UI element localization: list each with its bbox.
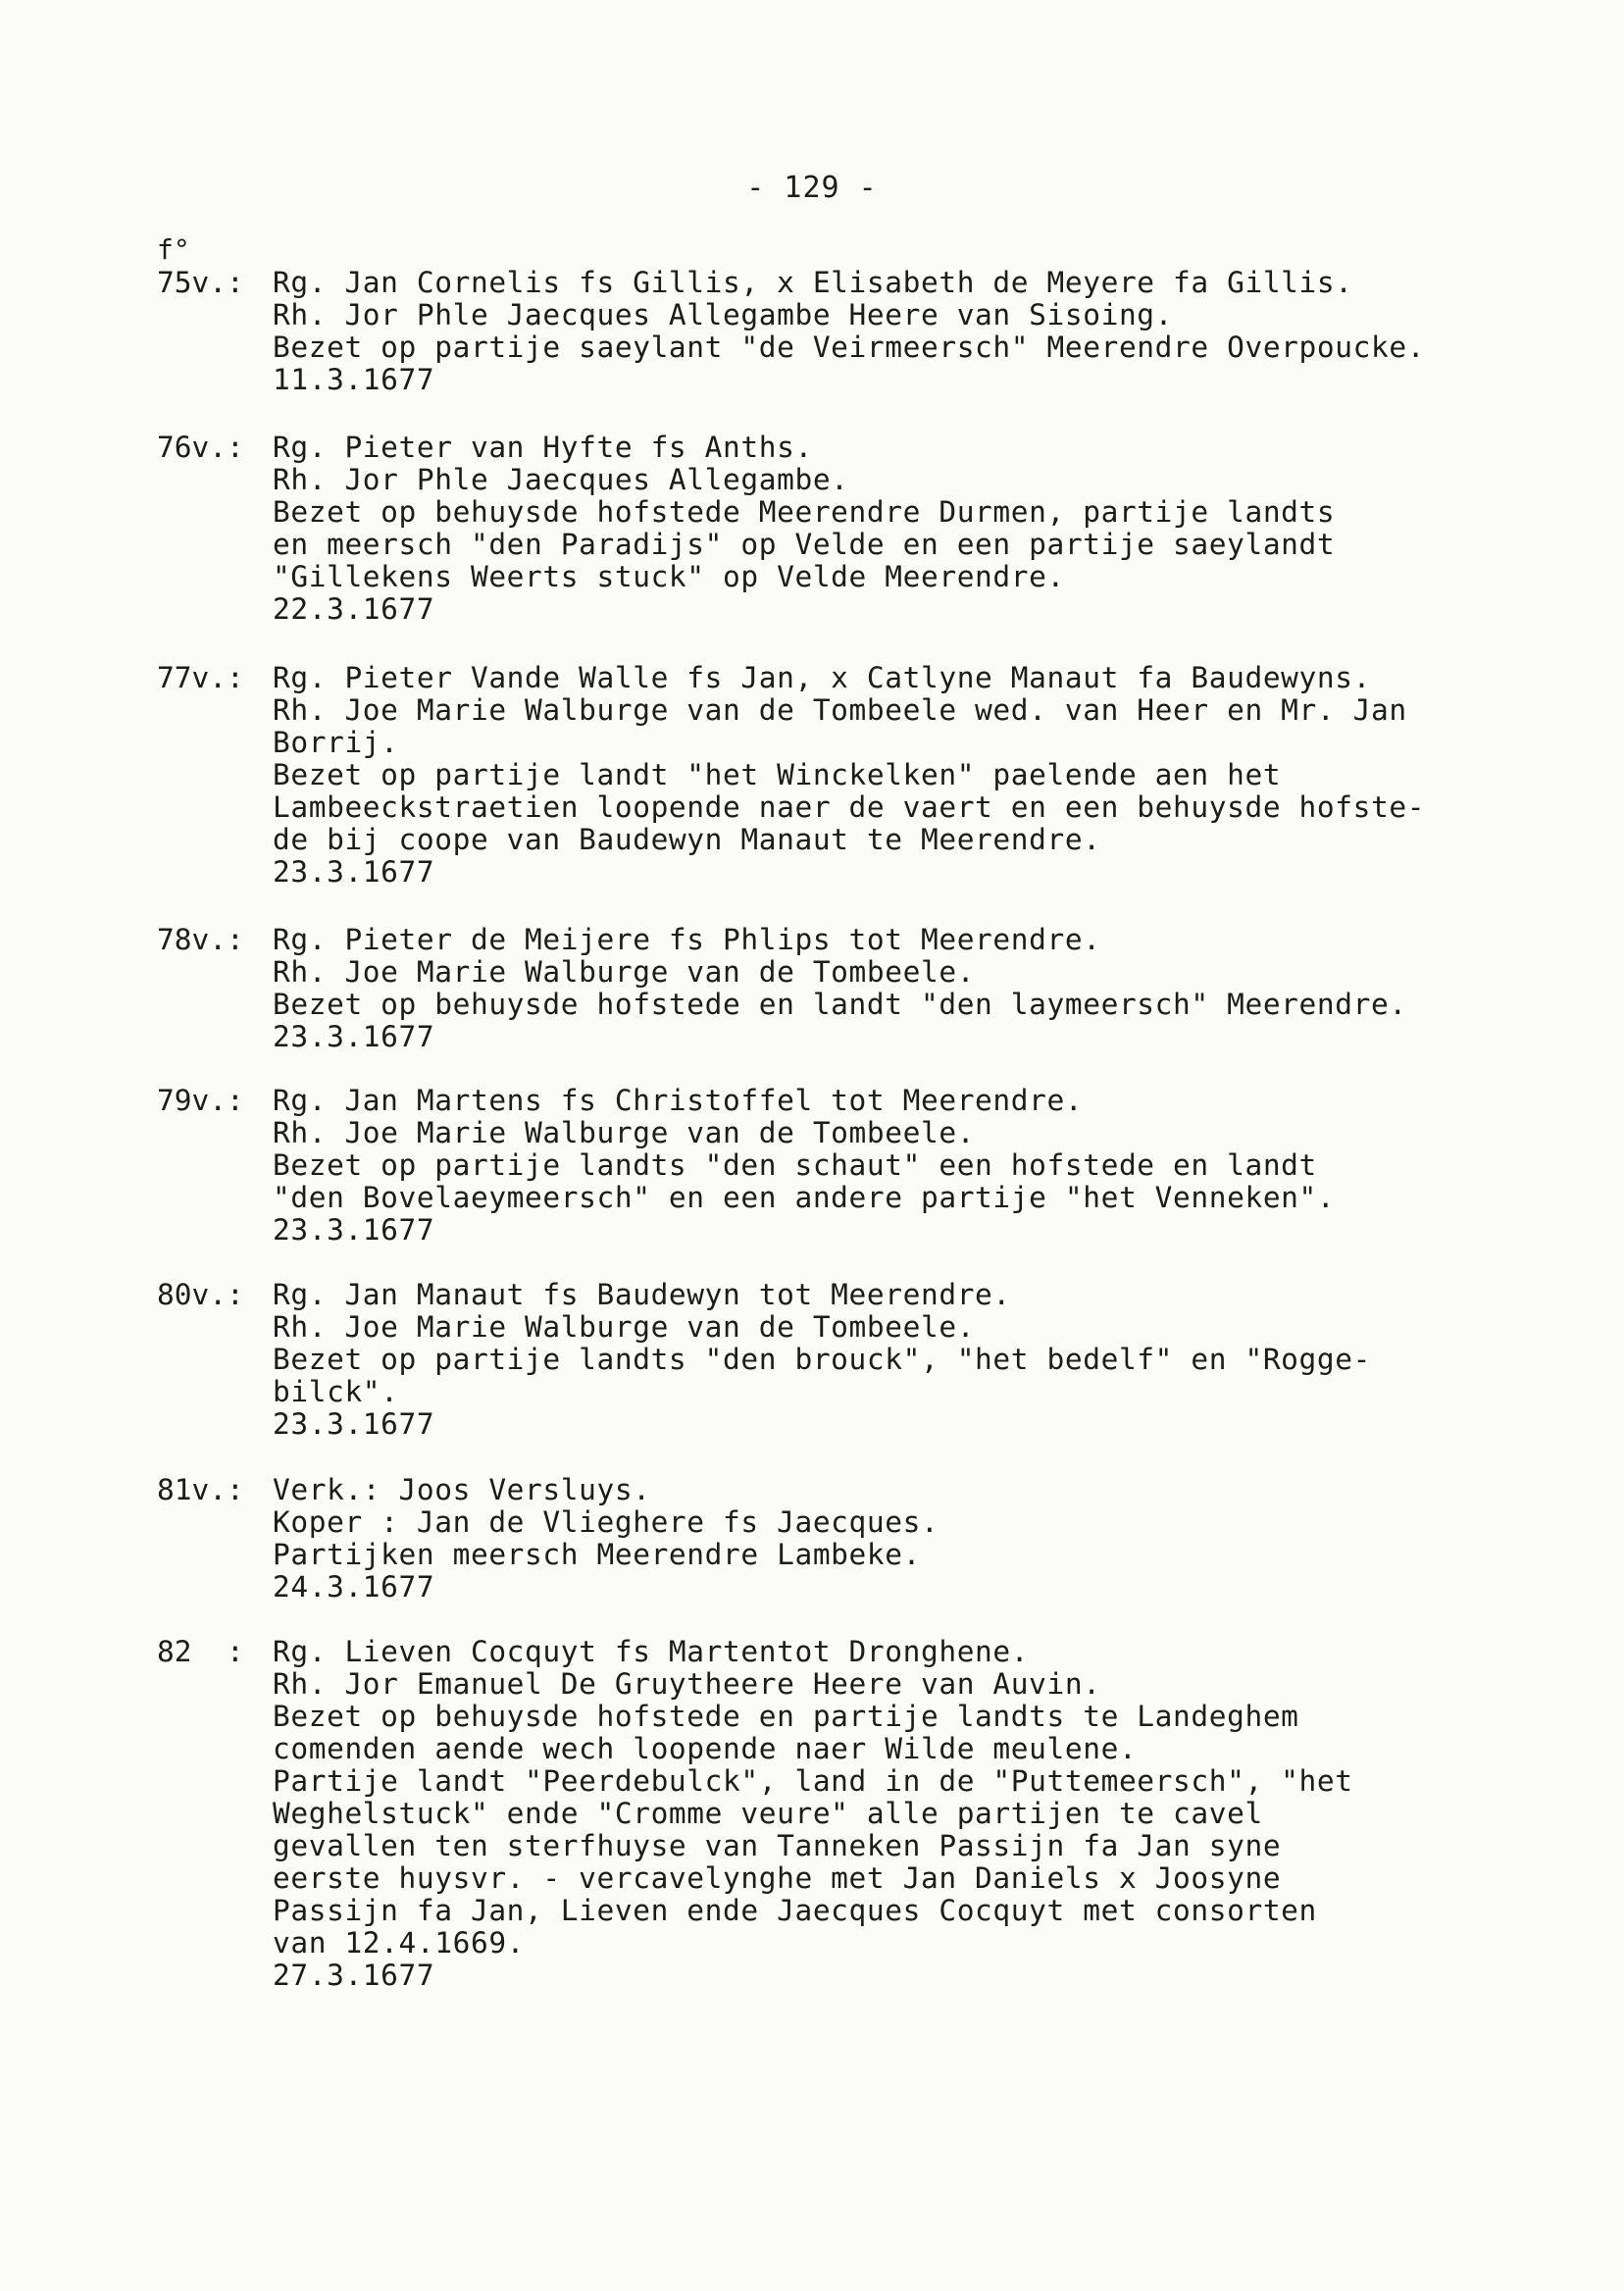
entry-line: Bezet op partije landts "den brouck", "het bedelf" en "Rogge- <box>273 1343 1371 1376</box>
entry-body <box>273 1085 1548 1247</box>
entry-line: Rh. Jor Emanuel De Gruytheere Heere van Auvin. <box>273 1667 1101 1701</box>
entry-line: Bezet op behuysde hofstede en partije landts te Landeghem <box>273 1700 1299 1733</box>
entry-folio: 82 : <box>157 1635 244 1668</box>
entry-line: van 12.4.1669. <box>273 1926 526 1960</box>
entry-line: en meersch "den Paradijs" op Velde en een partije saeylandt <box>273 528 1336 561</box>
entry-line: Bezet op behuysde hofstede Meerendre Durmen, partije landts <box>273 495 1336 529</box>
entry-line: Rg. Pieter de Meijere fs Phlips tot Meerendre. <box>273 923 1101 956</box>
entry-line: Partije landt "Peerdebulck", land in de "Puttemeersch", "het <box>273 1764 1353 1798</box>
entry-line: de bij coope van Baudewyn Manaut te Meerendre. <box>273 823 1101 856</box>
entry-date: 27.3.1677 <box>273 1959 435 1992</box>
entry-line: Rg. Jan Cornelis fs Gillis, x Elisabeth de Meyere fa Gillis. <box>273 266 1353 299</box>
entry-line: Bezet op partije landt "het Winckelken" paelende aen het <box>273 758 1282 791</box>
entry-line: Rh. Joe Marie Walburge van de Tombeele. <box>273 1116 976 1149</box>
entry-line: "den Bovelaeymeersch" en een andere partije "het Venneken". <box>273 1181 1336 1214</box>
entry-line: Bezet op partije saeylant "de Veirmeersch" Meerendre Overpoucke. <box>273 331 1426 364</box>
entry-line: Passijn fa Jan, Lieven ende Jaecques Cocquyt met consorten <box>273 1894 1317 1927</box>
entry-line: Bezet op partije landts "den schaut" een hofstede en landt <box>273 1148 1317 1182</box>
entry-line: Koper : Jan de Vlieghere fs Jaecques. <box>273 1505 939 1539</box>
entry-line: "Gillekens Weerts stuck" op Velde Meerendre. <box>273 560 1065 593</box>
entry-line: Rh. Joe Marie Walburge van de Tombeele. <box>273 1310 976 1344</box>
entry-folio: 77v.: <box>157 661 244 694</box>
entry-line: Rg. Lieven Cocquyt fs Martentot Dronghene. <box>273 1635 1030 1668</box>
entry-line: Rg. Jan Martens fs Christoffel tot Meerendre. <box>273 1084 1084 1117</box>
entry-line: Partijken meersch Meerendre Lambeke. <box>273 1538 921 1571</box>
entry-body <box>273 662 1548 889</box>
entry-date: 23.3.1677 <box>273 855 435 889</box>
entry-line: Rg. Jan Manaut fs Baudewyn tot Meerendre. <box>273 1278 1011 1311</box>
entry-date: 23.3.1677 <box>273 1020 435 1053</box>
entry-line: Verk.: Joos Versluys. <box>273 1473 651 1506</box>
entry-folio: 81v.: <box>157 1473 244 1506</box>
entry-folio: 79v.: <box>157 1084 244 1117</box>
entry-line: Bezet op behuysde hofstede en landt "den laymeersch" Meerendre. <box>273 988 1407 1021</box>
entry-date: 23.3.1677 <box>273 1407 435 1441</box>
entry-folio: 80v.: <box>157 1278 244 1311</box>
entry-body <box>273 1279 1548 1441</box>
entry-line: Weghelstuck" ende "Cromme veure" alle partijen te cavel <box>273 1797 1263 1830</box>
entry-line: comenden aende wech loopende naer Wilde meulene. <box>273 1732 1138 1765</box>
entry-line: Borrij. <box>273 726 399 759</box>
entry-folio: 76v.: <box>157 431 244 464</box>
entry-date: 23.3.1677 <box>273 1213 435 1247</box>
entry-line: Rh. Joe Marie Walburge van de Tombeele. <box>273 955 976 989</box>
entry-date: 22.3.1677 <box>273 592 435 626</box>
folio-label: f° <box>157 233 190 266</box>
entry-body <box>273 267 1548 396</box>
entry-line: Rh. Jor Phle Jaecques Allegambe Heere van Sisoing. <box>273 298 1174 331</box>
entry-folio: 78v.: <box>157 923 244 956</box>
entry-body <box>273 432 1548 626</box>
entry-line: Rg. Pieter van Hyfte fs Anths. <box>273 431 813 464</box>
entry-folio: 75v.: <box>157 266 244 299</box>
page-number: - 129 - <box>746 171 878 205</box>
entry-body <box>273 1636 1548 1992</box>
entry-line: Rh. Jor Phle Jaecques Allegambe. <box>273 463 849 496</box>
entry-line: Rg. Pieter Vande Walle fs Jan, x Catlyne Manaut fa Baudewyns. <box>273 661 1371 694</box>
entry-body <box>273 1474 1548 1604</box>
entry-line: eerste huysvr. - vercavelynghe met Jan Daniels x Joosyne <box>273 1861 1282 1895</box>
entry-date: 24.3.1677 <box>273 1570 435 1604</box>
entry-body <box>273 924 1548 1053</box>
entry-line: Lambeeckstraetien loopende naer de vaert en een behuysde hofste- <box>273 790 1426 824</box>
entry-line: bilck". <box>273 1375 399 1408</box>
entry-line: gevallen ten sterfhuyse van Tanneken Passijn fa Jan syne <box>273 1829 1282 1862</box>
entry-line: Rh. Joe Marie Walburge van de Tombeele wed. van Heer en Mr. Jan <box>273 693 1407 727</box>
entry-date: 11.3.1677 <box>273 363 435 396</box>
